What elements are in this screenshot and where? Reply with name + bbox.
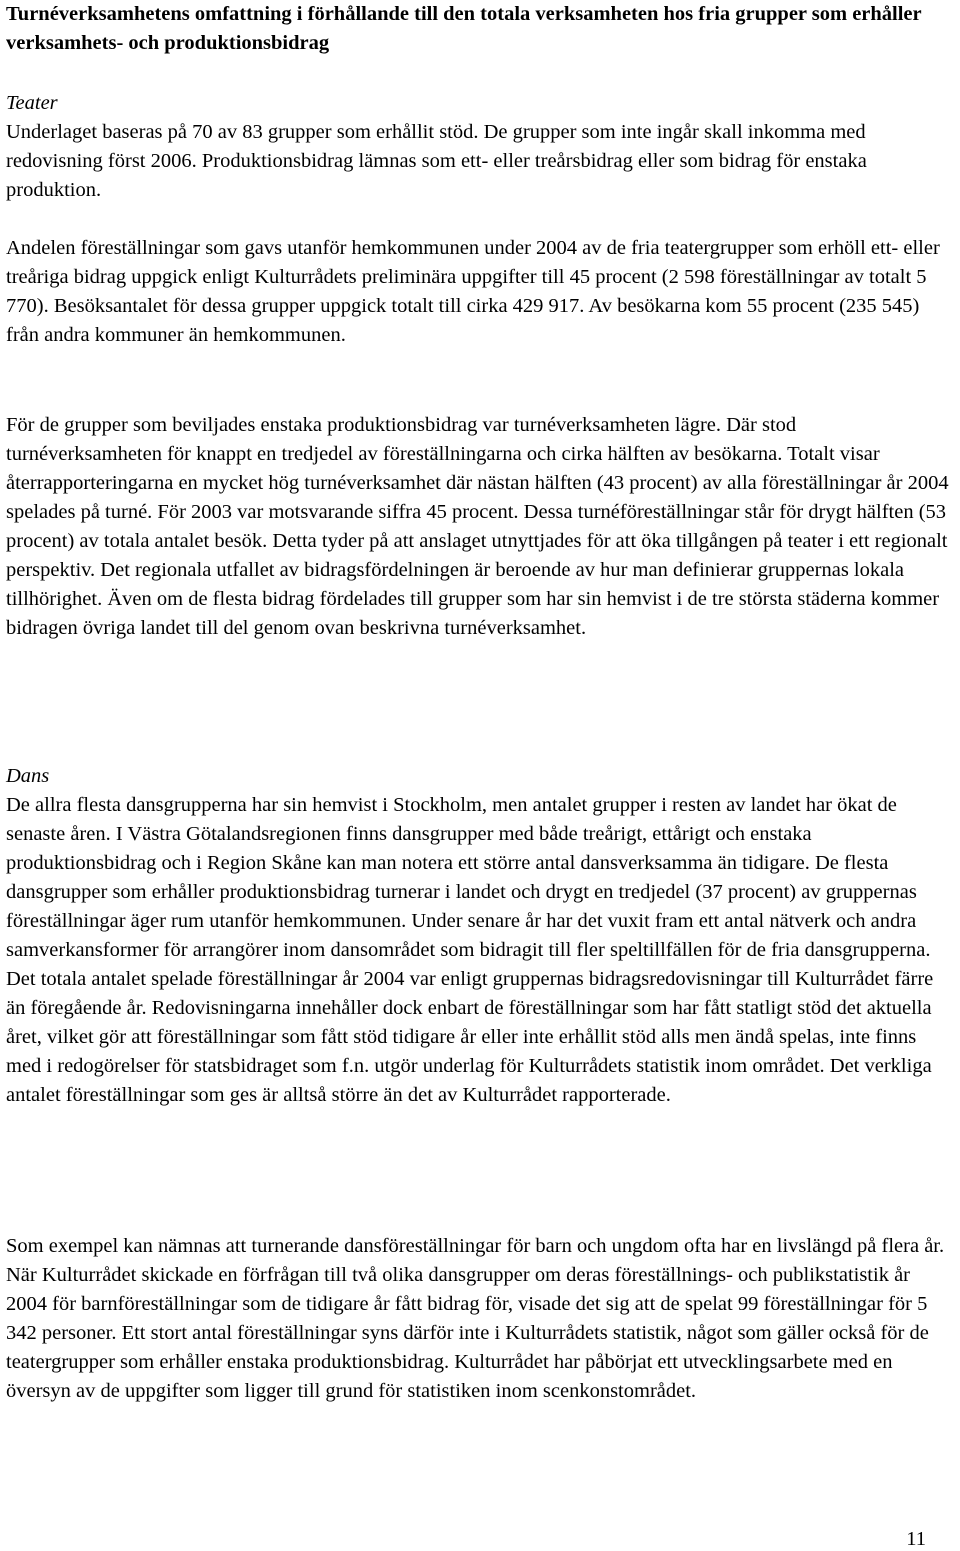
section-teater (6, 89, 956, 205)
section-teater-paragraph-3 (6, 411, 956, 643)
paragraph: Andelen föreställningar som gavs utanför hemkommunen under 2004 av de fria teatergrupper som erhöll ett- eller treåriga bidrag uppgick enligt Kulturrådets preliminära uppgifter till 45 procent (2 598 föreställningar av totalt 5 770). Besöksantalet för dessa grupper uppgick totalt till cirka 429 917. Av besökarna kom 55 procent (235 545) från andra kommuner än hemkommunen. (6, 237, 940, 346)
page-number: 11 (906, 1528, 926, 1550)
paragraph: För de grupper som beviljades enstaka produktionsbidrag var turnéverksamheten lägre. Där stod turnéverksamheten för knappt en tredjedel av föreställningarna och cirka hälften av besökarna. Totalt visar återrapporteringarna en mycket hög turnéverksamhet där nästan hälften (43 procent) av alla föreställningar år 2004 spelades på turné. För 2003 var motsvarande siffra 45 procent. Dessa turnéföreställningar står för drygt hälften (53 procent) av totala antalet besök. Detta tyder på att anslaget utnyttjades för att öka tillgången på teater i ett regionalt perspektiv. Det regionala utfallet av bidragsfördelningen är beroende av hur man definierar gruppernas lokala tillhörighet. Även om de flesta bidrag fördelades till grupper som har sin hemvist i de tre största städerna kommer bidragen övriga landet till del genom ovan beskrivna turnéverksamhet. (6, 414, 949, 639)
section-dans (6, 762, 956, 1110)
section-teater-paragraph-2 (6, 234, 956, 350)
paragraph: Som exempel kan nämnas att turnerande dansföreställningar för barn och ungdom ofta har en livslängd på flera år. När Kulturrådet skickade en förfrågan till två olika dansgrupper om deras föreställnings- och publikstatistik år 2004 för barnföreställningar som de tidigare år fått bidrag för, visade det sig att de spelat 99 föreställningar för 5 342 personer. Ett stort antal föreställningar syns därför inte i Kulturrådets statistik, något som gäller också för de teatergrupper som erhåller enstaka produktionsbidrag. Kulturrådet har påbörjat ett utvecklingsarbete med en översyn av de uppgifter som ligger till grund för statistiken inom scenkonstområdet. (6, 1235, 945, 1402)
paragraph: De allra flesta dansgrupperna har sin hemvist i Stockholm, men antalet grupper i resten av landet har ökat de senaste åren. I Västra Götalandsregionen finns dansgrupper med både treårigt, ettårigt och enstaka produktionsbidrag och i Region Skåne kan man notera ett större antal dansverksamma än tidigare. De flesta dansgrupper som erhåller produktionsbidrag turnerar i landet och drygt en tredjedel (37 procent) av gruppernas föreställningar äger rum utanför hemkommunen. Under senare år har det vuxit fram ett antal nätverk och andra samverkansformer för arrangörer inom dansområdet som bidragit till fler speltillfällen för de fria dansgrupperna. Det totala antalet spelade föreställningar år 2004 var enligt gruppernas bidragsredovisningar till Kulturrådet färre än föregående år. Redovisningarna innehåller dock enbart de föreställningar som har fått statligt stöd det aktuella året, vilket gör att föreställningar som fått stöd tidigare år eller inte erhållit stöd alls men ändå spelas, inte finns med i redogörelser för statsbidraget som f.n. utgör underlag för Kulturrådets statistik inom området. Det verkliga antalet föreställningar som ges är alltså större än det av Kulturrådet rapporterade. (6, 794, 934, 1106)
document-title: Turnéverksamhetens omfattning i förhållande till den totala verksamheten hos fria grupper som erhåller verksamhets- och produktionsbidrag (6, 3, 922, 54)
section-heading-teater: Teater (6, 92, 58, 114)
paragraph: Underlaget baseras på 70 av 83 grupper som erhållit stöd. De grupper som inte ingår skall inkomma med redovisning först 2006. Produktionsbidrag lämnas som ett- eller treårsbidrag eller som bidrag för enstaka produktion. (6, 121, 867, 201)
section-heading-dans: Dans (6, 765, 50, 787)
section-dans-paragraph-2 (6, 1232, 956, 1406)
